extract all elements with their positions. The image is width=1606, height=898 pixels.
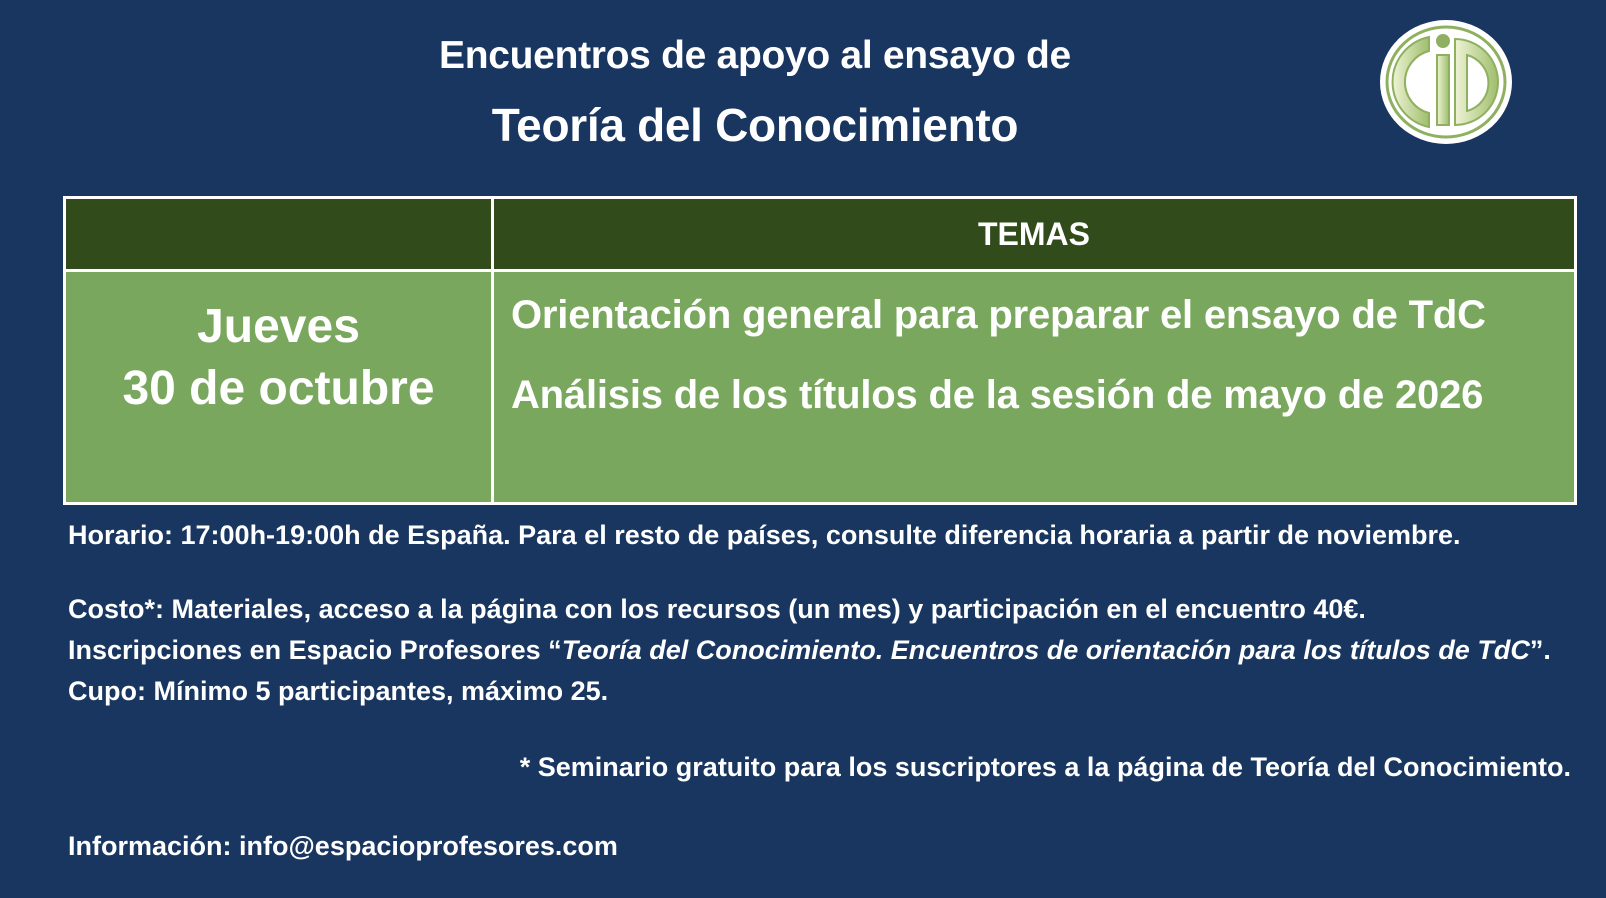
schedule-text: Horario: 17:00h-19:00h de España. Para el resto de países, consulte diferencia horaria a partir de noviembre. [68,520,1461,550]
course-name-link[interactable]: Teoría del Conocimiento. Encuentros de orientación para los títulos de TdC [561,635,1530,665]
cost-paragraph [68,589,1568,712]
date-full: 30 de octubre [122,362,435,415]
topic-item: Orientación general para preparar el ensayo de TdC [511,293,1486,337]
topics-header: TEMAS [493,198,1576,271]
cost-text: Costo*: Materiales, acceso a la página con los recursos (un mes) y participación en el encuentro 40€. [68,594,1366,624]
topic-item: Análisis de los títulos de la sesión de mayo de 2026 [511,373,1484,417]
table-header-empty [65,198,493,271]
date-day: Jueves [197,300,360,353]
cid-logo-icon [1379,19,1513,145]
registration-prefix: Inscripciones en Espacio Profesores “ [68,635,562,665]
table-row [65,271,1576,504]
title-line-1: Encuentros de apoyo al ensayo de [439,34,1071,77]
free-seminar-note: * Seminario gratuito para los suscriptores a la página de Teoría del Conocimiento. [519,752,1571,782]
topics-cell [493,271,1576,504]
date-cell [65,271,493,504]
registration-text [68,630,1568,712]
table-header-row [65,198,1576,271]
registration-suffix: ”. Cupo: Mínimo 5 participantes, máximo 25. [68,635,1551,706]
schedule-table [63,196,1577,505]
contact-email[interactable]: Información: info@espacioprofesores.com [68,831,618,861]
page-title: Teoría del Conocimiento [491,99,1019,151]
